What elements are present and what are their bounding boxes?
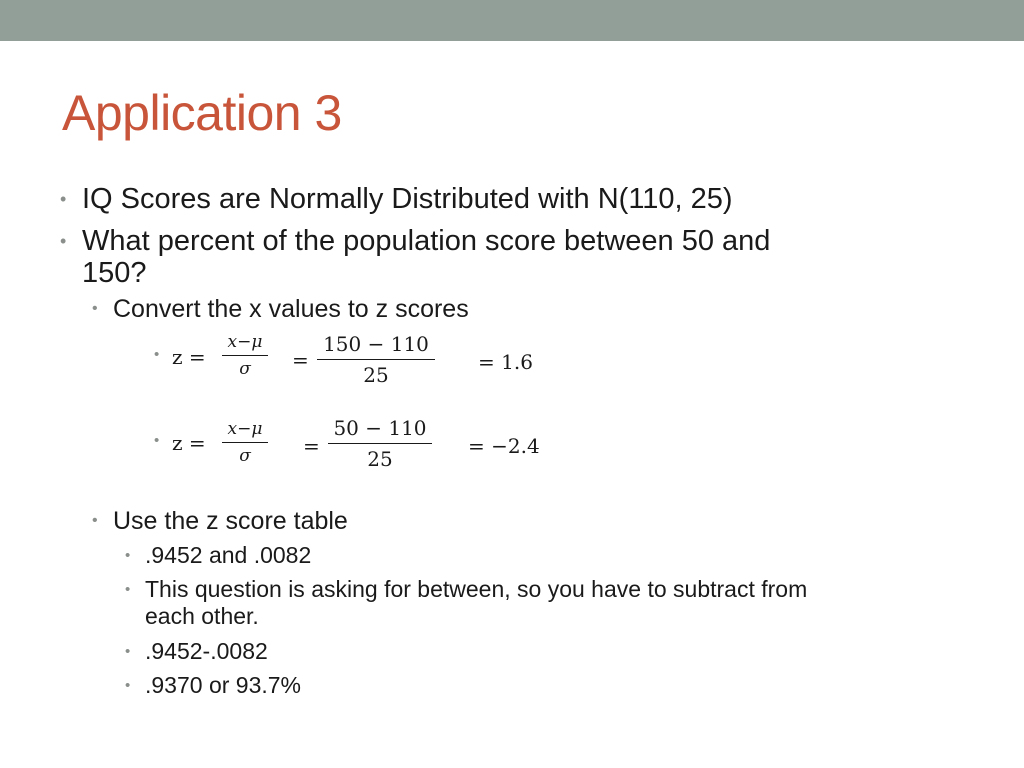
- bullet-text: .9452-.0082: [145, 638, 268, 664]
- eq2-lhs: z =: [172, 431, 206, 455]
- bullet-text-line2: each other.: [145, 603, 259, 629]
- fraction-bar: [328, 443, 432, 444]
- bullet-text: .9370 or 93.7%: [145, 672, 302, 698]
- eq2-result: = −2.4: [468, 434, 540, 458]
- list-item-subtraction: [125, 638, 985, 665]
- bullet-dot: •: [60, 189, 67, 209]
- bullet-dot: •: [125, 581, 131, 598]
- bullet-iq-distribution: [60, 183, 960, 215]
- list-item-between-explanation: [125, 576, 995, 630]
- eq1-fraction: [317, 332, 435, 387]
- fraction-bar: [222, 442, 268, 443]
- bullet-text: Convert the x values to z scores: [113, 295, 469, 323]
- top-accent-bar: [0, 0, 1024, 41]
- equation-1: [0, 330, 1024, 400]
- bullet-convert-z: [92, 295, 892, 323]
- eq2-equals: =: [303, 434, 320, 458]
- bullet-dot: •: [60, 231, 67, 251]
- eq1-denominator: 25: [363, 363, 389, 387]
- eq2-fraction: [328, 416, 432, 471]
- bullet-text: IQ Scores are Normally Distributed with N(110, 25): [82, 183, 733, 215]
- eq1-lhs: z =: [172, 345, 206, 369]
- bullet-text-line1: What percent of the population score between 50 and: [82, 225, 771, 257]
- fraction-bar: [317, 359, 435, 360]
- bullet-text: Use the z score table: [113, 507, 348, 535]
- fraction-bar: [222, 355, 268, 356]
- list-item-table-values: [125, 542, 985, 569]
- eq1-general-denominator: σ: [239, 359, 251, 379]
- slide-title: Application 3: [62, 85, 342, 141]
- eq2-general-numerator: x−μ: [227, 419, 263, 439]
- eq2-numerator: 50 − 110: [333, 416, 427, 440]
- eq1-result: = 1.6: [478, 350, 533, 374]
- bullet-percent-question: [60, 225, 960, 289]
- bullet-text-line2: 150?: [82, 257, 147, 289]
- bullet-use-z-table: [92, 507, 892, 535]
- list-item-final-answer: [125, 672, 985, 699]
- eq1-numerator: 150 − 110: [323, 332, 429, 356]
- equation-2: [0, 414, 1024, 484]
- bullet-dot: •: [125, 643, 131, 660]
- bullet-dot: •: [92, 300, 98, 317]
- eq1-general-fraction: [222, 332, 268, 379]
- bullet-dot: •: [125, 677, 131, 694]
- bullet-dot: •: [92, 512, 98, 529]
- eq2-denominator: 25: [367, 447, 393, 471]
- eq1-general-numerator: x−μ: [227, 332, 263, 352]
- bullet-dot: •: [154, 346, 160, 363]
- eq1-equals: =: [292, 348, 309, 372]
- bullet-dot: •: [154, 432, 160, 449]
- bullet-text-line1: This question is asking for between, so you have to subtract from: [145, 576, 808, 602]
- bullet-text: .9452 and .0082: [145, 542, 312, 568]
- bullet-dot: •: [125, 547, 131, 564]
- eq2-general-fraction: [222, 419, 268, 466]
- eq2-general-denominator: σ: [239, 446, 251, 466]
